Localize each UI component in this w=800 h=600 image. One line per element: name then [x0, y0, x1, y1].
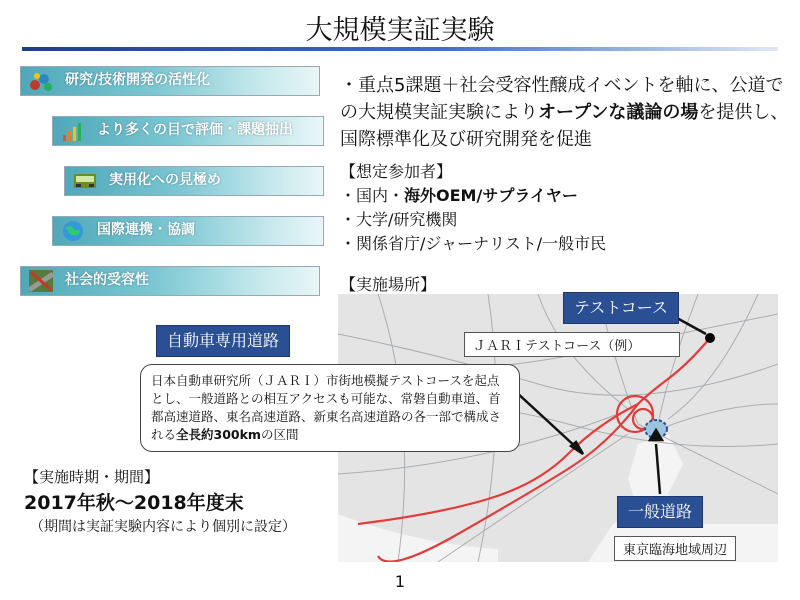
general-road-note: 東京臨海地域周辺	[614, 536, 736, 561]
research-icon	[29, 70, 53, 92]
step-label: より多くの目で評価・課題抽出	[97, 122, 293, 138]
vehicle-icon	[73, 170, 97, 192]
test-course-marker	[705, 333, 715, 343]
participant-item: ・関係省庁/ジャーナリスト/一般市民	[340, 234, 607, 253]
step-bar-evaluation	[52, 116, 324, 146]
participant-item: ・国内・海外OEM/サプライヤー	[340, 186, 578, 205]
location-heading: 【実施場所】	[340, 275, 437, 294]
page-title: 大規模実証実験	[305, 15, 495, 46]
step-bar-practical	[64, 166, 324, 196]
expressway-label: 自動車専用道路	[156, 325, 290, 357]
bar-chart-icon	[61, 120, 85, 142]
road-icon	[29, 270, 53, 292]
step-label: 国際連携・協調	[97, 222, 195, 238]
goal-staircase	[20, 62, 325, 304]
route-description: 日本自動車研究所（ＪＡＲＩ）市街地模擬テストコースを起点とし、一般道路との相互アクセスも可能な、常磐自動車道、首都高速道路、東名高速道路、新東名高速道路の各一部で構成される全長約300kmの区間	[140, 364, 520, 452]
participants-section	[340, 160, 790, 256]
period-note: （期間は実証実験内容により個別に設定）	[30, 519, 296, 535]
general-road-label: 一般道路	[617, 496, 703, 528]
period-value: 2017年秋～2018年度末	[24, 492, 244, 514]
step-label: 社会的受容性	[65, 272, 149, 288]
step-label: 研究/技術開発の活性化	[65, 72, 211, 88]
summary-text: ・重点5課題＋社会受容性醸成イベントを軸に、公道での大規模実証実験によりオープンな議論の場を提供し、国際標準化及び研究開発を促進	[340, 75, 789, 150]
step-bar-research	[20, 66, 320, 96]
test-course-note: ＪＡＲＩテストコース（例）	[464, 332, 680, 357]
page-number: 1	[394, 572, 406, 591]
step-bar-international	[52, 216, 324, 246]
participants-heading: 【想定参加者】	[340, 162, 453, 181]
globe-icon	[61, 220, 85, 242]
test-course-label: テストコース	[563, 292, 679, 324]
participant-item: ・大学/研究機関	[340, 210, 458, 229]
step-bar-social	[20, 266, 320, 296]
title-underline	[22, 47, 778, 51]
step-label: 実用化への見極め	[109, 172, 221, 188]
period-heading: 【実施時期・期間】	[24, 468, 160, 486]
